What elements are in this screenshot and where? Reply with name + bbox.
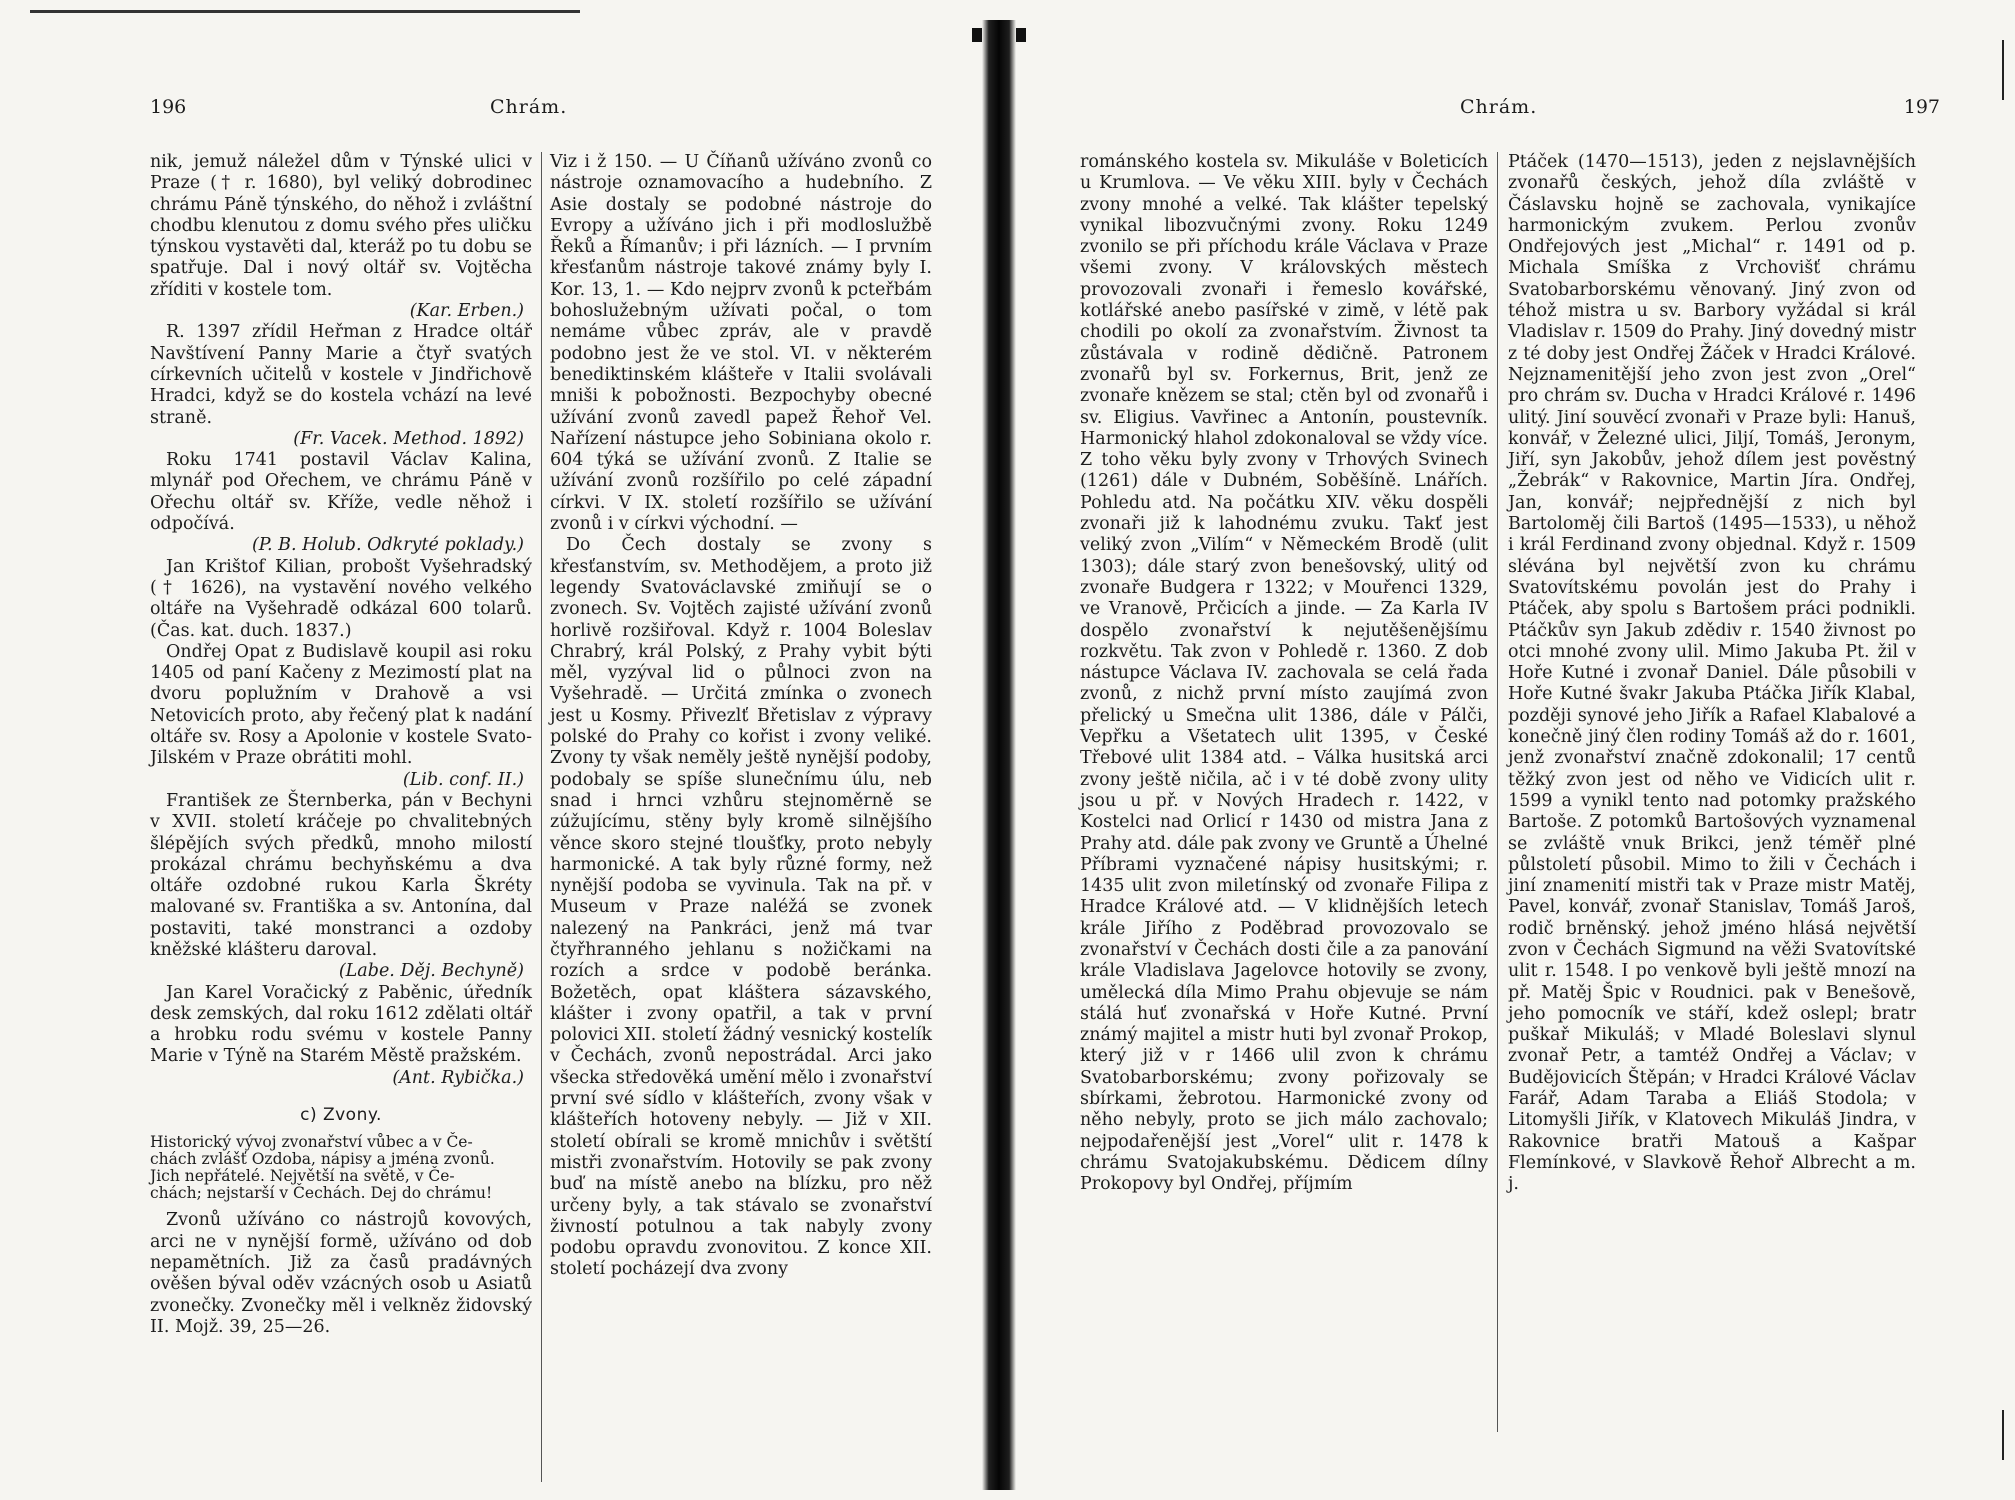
- paragraph: Viz i ž 150. — U Číňanů užíváno zvonů co nástroje oznamovacího a hudebního. Z Asie dostaly se podobné nástroje do Evropy a užíváno jich i při modloslužbě Řeků a Římanův; i při lázních. — I prvním křesťanům nástroje takové známy byly I. Kor. 13, 1. — Kdo nejprv zvonů k pcteřbám bohoslužebným užívati počal, o tom nemáme vůbec zpráv, ale v pravdě podobno jest že ve stol. VI. v některém benediktinském klášteře v Italii svolávali mniši k pobožnosti. Bezpochyby obecné užívání zvonů zavedl papež Řehoř Vel. Nařízení nástupce jeho Sobiniana okolo r. 604 týká se užívání zvonů. Z Italie se užívání zvonů rozšířilo po celé západní církvi. V IX. století rozšířilo se užívání zvonů i v církvi východní. —: [550, 152, 932, 535]
- left-page: [150, 0, 940, 1500]
- summary-line: Jich nepřátelé. Největší na světě, v Če-: [150, 1167, 455, 1186]
- paragraph: nik, jemuž náležel dům v Týnské ulici v Praze († r. 1680), byl veliký dobrodinec chrámu Páně týnského, do něhož i zvláštní chodbu klenutou z domu svého přes uličku týnskou vystavěti dal, kteráž po tu dobu se spatřuje. Dal i nový oltář sv. Vojtěcha zříditi v kostele tom.: [150, 152, 532, 300]
- paragraph: románského kostela sv. Mikuláše v Boleticích u Krumlova. — Ve věku XIII. byly v Čechách zvony mnohé a velké. Tak klášter tepelský vynikal libozvučnými zvony. Roku 1249 zvonilo se při příchodu krále Václava v Praze všemi zvony. V královských městech provozovali zvonaři i řemeslo kovářské, kotlářské anebo pasířské v zimě, v létě pak chodili po okolí za zvonařstvím. Živnost ta zůstávala v rodině dědičně. Patronem zvonařů byl sv. Forkernus, Brit, jenž ze zvonaře knězem se stal; ctěn byl od zvonařů i sv. Eligius. Vavřinec a Antonín, poustevník. Harmonický hlahol zdokonaloval se vždy více. Z toho věku byly zvony v Trhových Svinech (1261) dále v Dubném, Soběšíně. Lnářích. Pohledu atd. Na počátku XIV. věku dospěli zvonaři již k lahodnému zvuku. Takť jest veliký zvon „Vilím“ v Německém Brodě (ulit 1303); dále starý zvon benešovský, ulitý od zvonaře Budgera r 1322; v Mouřenci 1329, ve Vranově, Prčicích a jinde. — Za Karla IV dospělo zvonařství k nejutěšenějšímu rozkvětu. Tak zvon v Pohledě r. 1360. Z dob nástupce Václava IV. zachovala se celá řada zvonů, z nichž první místo zaujímá zvon přelický u Smečna ulit 1386, dále v Pálči, Vepřku a Všetatech ulit 1395, v České Třebové ulit 1384 atd. – Válka husitská arci zvony ještě ničila, ač i v té době zvony ulity jsou u př. v Nových Hradech r. 1422, v Kostelci nad Orlicí r 1430 od mistra Jana z Prahy atd. dále pak zvony ve Gruntě a Úhelné Příbrami vyznačené nápisy husitskými; r. 1435 ulit zvon miletínský od zvonaře Filipa z Hradce Králové atd. — V klidnějších letech krále Jiřího z Poděbrad provozovalo se zvonařství v Čechách dosti čile a za panování krále Vladislava Jagelovce hotovily se zvony, umělecká díla Mimo Prahu objevuje se nám stálá huť zvonařská v Hoře Kutné. První známý majitel a mistr huti byl zvonař Prokop, který již v r 1466 ulil zvon k chrámu Svatobarborskému; zvony pořizovaly se sbírkami, žebrotou. Harmonické zvony od něho nebyly, proto se jich málo zachovalo; nejpodařenější jest „Vorel“ ulit r. 1478 k chrámu Svatojakubskému. Dědicem dílny Prokopovy byl Ondřej, příjmím: [1080, 152, 1488, 1195]
- right-edge-mark-lower: [2002, 1410, 2004, 1460]
- paragraph: Jan Karel Voračický z Paběnic, úředník desk zemských, dal roku 1612 zdělati oltář a hrobku rodu svému v kostele Panny Marie v Týně na Starém Městě pražském.: [150, 982, 532, 1067]
- right-edge-mark: [2002, 40, 2004, 100]
- right-column-2: [1508, 152, 1916, 1196]
- left-page-columns: [150, 152, 940, 1480]
- summary-line: chách; nejstarší v Čechách. Dej do chrámu!: [150, 1184, 493, 1203]
- source-citation: (Kar. Erben.): [409, 301, 524, 322]
- section-title: c) Zvony.: [300, 1105, 382, 1126]
- left-page-header: [150, 96, 940, 124]
- summary-line: Historický vývoj zvonařství vůbec a v Če-: [150, 1133, 473, 1152]
- column-divider: [541, 152, 542, 1482]
- paragraph: Do Čech dostaly se zvony s křesťanstvím, sv. Methodějem, a proto již legendy Svatováclavské zmiňují se o zvonech. Sv. Vojtěch zajisté užívání zvonů horlivě rozšiřoval. Když r. 1004 Boleslav Chrabrý, král Polský, z Prahy vybit býti měl, vyzýval lid o půlnoci zvon na Vyšehradě. — Určitá zmínka o zvonech jest u Kosmy. Přivezlť Břetislav z výpravy polské do Prahy co kořist i zvony veliké. Zvony ty však neměly ještě nynější podoby, podobaly se spíše slunečnímu úlu, neb snad i hrnci vzhůru stejnoměrně se zúžujícímu, stěny byly kromě silnějšího věnce skoro stejné tloušťky, proto nebyly harmonické. A tak byly různé formy, než nynější podoba se vyvinula. Tak na př. v Museum v Praze naléžá se zvonek nalezený na Pankráci, jenž má tvar čtyřhranného jehlanu s nožičkami na rozích a srdce v podobě beránka. Božetěch, opat kláštera sázavského, klášter i zvony opatřil, a tak v první polovici XII. století žádný vesnický kostelík v Čechách, zvonů nepostrádal. Arci jako všecka středověká umění mělo i zvonařství první své sídlo v klášteřích, zvony však v klášteřích hotoveny nebyly. — Již v XII. století obírali se kromě mnichův i světští mistři zvonařstvím. Hotovily se pak zvony buď na místě anebo na blízku, pro něž určeny byly, a tak stávalo se zvonařství živností potulnou a tak nabyly zvony podobu opravdu zvonovitou. Z konce XII. století pocházejí dva zvony: [550, 535, 932, 1280]
- page-number: 196: [150, 96, 187, 118]
- right-page: [1080, 0, 1940, 1500]
- summary-line: chách zvlášť Ozdoba, nápisy a jména zvonů.: [150, 1150, 495, 1169]
- right-column-1: [1080, 152, 1488, 1196]
- paragraph: Zvonů užíváno co nástrojů kovových, arci ne v nynější formě, užíváno od dob nepamětních. Již za časů pradávných ověšen býval oděv vzácných osob u Asiatů zvonečky. Zvonečky měl i velkněz židovský II. Mojž. 39, 25—26.: [150, 1210, 532, 1337]
- paragraph: Roku 1741 postavil Václav Kalina, mlynář pod Ořechem, ve chrámu Páně v Ořechu oltář sv. Kříže, vedle něhož i odpočívá.: [150, 450, 532, 535]
- source-citation: (Labe. Děj. Bechyně): [338, 961, 524, 982]
- page-number: 197: [1903, 96, 1940, 118]
- source-citation: (Lib. conf. II.): [402, 769, 524, 790]
- left-column-2: [550, 152, 932, 1281]
- paragraph: R. 1397 zřídil Heřman z Hradce oltář Navštívení Panny Marie a čtyř svatých církevních učitelů v kostele v Jindřichově Hradci, když se do kostela vchází na levé straně.: [150, 322, 532, 428]
- paragraph: Ptáček (1470—1513), jeden z nejslavnějších zvonařů českých, jehož díla zvláště v Čáslavsku hojně se zachovala, vynikajíce harmonickým zvukem. Perlou zvonův Ondřejových jest „Michal“ r. 1491 od p. Michala Smíška z Vrchovišť chrámu Svatobarborskému věnovaný. Jiný zvon od téhož mistra u sv. Barbory vyžádal si král Vladislav r. 1509 do Prahy. Jiný dovedný mistr z té doby jest Ondřej Žáček v Hradci Králové. Nejznamenitější jeho zvon jest zvon „Orel“ pro chrám sv. Ducha v Hradci Králové r. 1496 ulitý. Jiní souvěcí zvonaři v Praze byli: Hanuš, konvář, v Železné ulici, Jiljí, Tomáš, Jeronym, Jiří, syn Jakobův, jehož dílem jest pověstný „Žebrák“ v Rakovnice, Martin Jíra. Ondřej, Jan, konvář; nejpřednější z nich byl Bartoloměj čili Bartoš (1495—1533), u něhož i král Ferdinand zvony objednal. Když r. 1509 slévána byl největší zvon ku chrámu Svatovítskému povolán jest do Prahy i Ptáček, aby spolu s Bartošem práci podnikli. Ptáčkův syn Jakub zdědiv r. 1540 živnost po otci mnohé zvony ulil. Mimo Jakuba Pt. žil v Hoře Kutné i zvonař Daniel. Dále působili v Hoře Kutné švakr Jakuba Ptáčka Jiřík Klabal, později synové jeho Jiřík a Rafael Klabalové a konečně jiný člen rodiny Tomáš až do r. 1601, jenž zvonařství značně zdokonalil; 17 centů těžký zvon jest od něho ve Vidicích ulit r. 1599 a vynikl tento nad potomky pražského Bartoše. Z potomků Bartošových vyznamenal se zvláště vnuk Brikci, jenž téměř plné půlstoletí působil. Mimo to žili v Čechách i jiní znamenití mistři tak v Praze mistr Matěj, Pavel, konvář, zvonař Stanislav, Tomáš Jaroš, rodič brněnský. jehož jméno hlásá největší zvon v Čechách Sigmund na věži Svatovítské ulit r. 1548. I po venkově byli ještě mnozí na př. Matěj Špic v Roudnici. pak v Benešově, jeho pomocník ve stáří, kdež oslepl; bratr puškař Mikuláš; v Mladé Boleslavi slynul zvonař Petr, a tamtéž Ondřej a Václav; v Budějovicích Štěpán; v Hradci Králové Václav Farář, Adam Taraba a Eliáš Stodola; v Litomyšli Jiřík, v Klatovech Mikuláš Jindra, v Rakovnice bratři Matouš a Kašpar Flemínkové, v Slavkově Řehoř Albrecht a m. j.: [1508, 152, 1916, 1195]
- right-page-header: [1080, 96, 1940, 124]
- section-summary: [150, 1134, 532, 1202]
- paragraph: Jan Krištof Kilian, probošt Vyšehradský († 1626), na vystavění nového velkého oltáře na Vyšehradě odkázal 600 tolarů. (Čas. kat. duch. 1837.): [150, 556, 532, 641]
- left-column-1: [150, 152, 532, 1338]
- right-page-columns: [1080, 152, 1940, 1480]
- running-head: Chrám.: [490, 96, 568, 118]
- source-citation: (P. B. Holub. Odkryté poklady.): [251, 535, 524, 556]
- column-divider: [1497, 152, 1498, 1432]
- book-binding-gutter: [982, 20, 1016, 1490]
- source-citation: (Fr. Vacek. Method. 1892): [293, 428, 524, 449]
- running-head: Chrám.: [1460, 96, 1538, 118]
- source-citation: (Ant. Rybička.): [392, 1067, 524, 1088]
- paragraph: Ondřej Opat z Budislavě koupil asi roku 1405 od paní Kačeny z Mezimostí plat na dvoru poplužním v Drahově a vsi Netovicích proto, aby řečený plat k nadání oltáře sv. Rosy a Apolonie v kostele Svato-Jilském v Praze obrátiti mohl.: [150, 641, 532, 769]
- paragraph: František ze Šternberka, pán v Bechyni v XVII. století kráčeje po chvalitebných šlépějích svých předků, mnoho milostí prokázal chrámu bechyňskému a dva oltáře ozdobné rukou Karla Škréty malované sv. Františka a sv. Antonína, dal postaviti, také monstranci a ozdoby kněžské klášteru daroval.: [150, 790, 532, 960]
